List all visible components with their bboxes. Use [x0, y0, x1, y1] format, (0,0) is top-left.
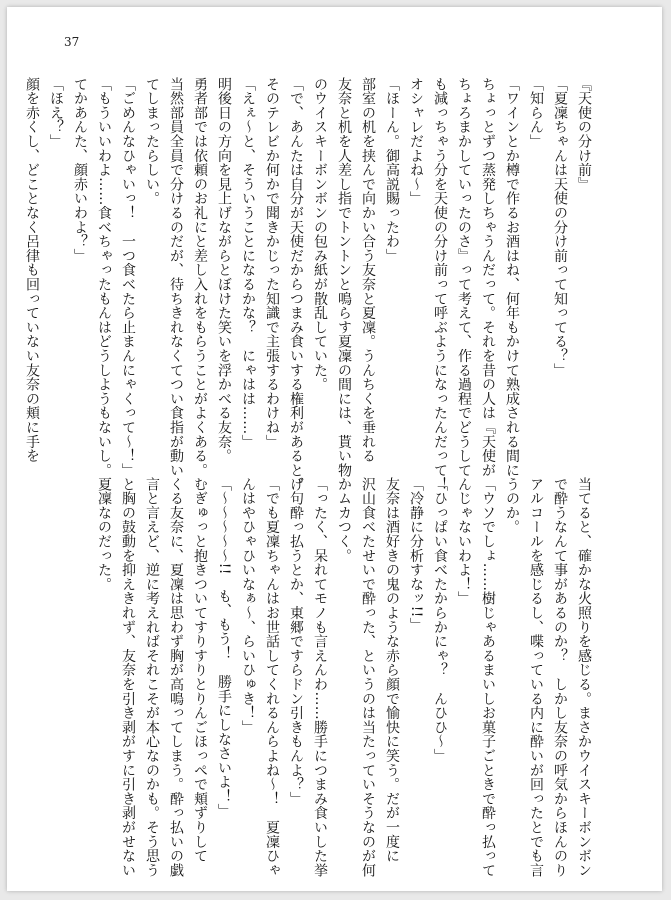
text-line: 友奈は酒好きの鬼のような赤ら顔で愉快に笑う。だが一度に — [384, 477, 400, 864]
text-line: で酔うなんて事があるのか？ しかし友奈の呼気からほんのり — [552, 477, 568, 878]
text-line: 沢山食べたせいで酔った、というのは当たっていそうなのが何 — [360, 477, 376, 878]
text-line: んはやひゃひいなぁ〜、らいひゅき！」 — [240, 477, 256, 735]
text-line: 「もういいわよ……食べちゃったもんはどうしようもないし。 — [96, 77, 112, 478]
text-line: 夏凜なのだった。 — [96, 477, 112, 592]
text-line: ちょっとずつ蒸発しちゃうんだって。それを昔の人は『天使が — [480, 77, 496, 478]
text-line: 「ウソでしょ……樹じゃあるまいしお菓子ごときで酔っ払って — [480, 477, 496, 878]
text-line: も減っちゃう分を天使の分け前って呼ぶようになったんだって！ — [432, 77, 448, 492]
text-line: むぎゅっと抱きついてすりすりとりんごほっぺで頬ずりして — [192, 477, 208, 864]
lower-text-block — [51, 477, 596, 878]
text-line: 「ひっぱい食べたからかにゃ？ んひひ〜」 — [432, 477, 448, 763]
text-line: 勇者部では依頼のお礼にと差し入れをもらうことがよくある。 — [192, 77, 208, 478]
text-line: 『天使の分け前』 — [576, 77, 592, 192]
text-line: くる友奈に、夏凜は思わず胸が高鳴ってしまう。酔っ払いの戯 — [168, 477, 184, 878]
text-line: アルコールを感じるし、喋っている内に酔いが回ったとでも言 — [528, 477, 544, 878]
text-line: 「知らん」 — [528, 77, 544, 149]
text-line: 「ったく、呆れてモノも言えんわ……勝手につまみ食いした挙 — [312, 477, 328, 878]
text-line: かムカつく。 — [336, 477, 352, 563]
text-line: 「ほーん。御高説賜ったわ」 — [384, 77, 400, 263]
text-line: てしまったらしい。 — [144, 77, 160, 206]
text-line: 「〜〜〜〜〜!! も、もう！ 勝手にしなさいよ！」 — [216, 477, 232, 818]
text-line: 「夏凜ちゃんは天使の分け前って知ってる？」 — [552, 77, 568, 378]
upper-text-block — [24, 77, 596, 492]
text-line: のウイスキーボンボンの包み紙が散乱していた。 — [312, 77, 328, 392]
text-line: んじゃないわよ！」 — [456, 477, 472, 606]
text-line: 当てると、確かな火照りを感じる。まさかウイスキーボンボン — [576, 477, 592, 878]
text-line: 当然部員全員で分けるのだが、待ちきれなくてつい食指が動い — [168, 77, 184, 478]
text-line: 「でも夏凜ちゃんはお世話してくれるんらよね〜！ 夏凜ひゃ — [264, 477, 280, 878]
book-page — [7, 7, 662, 891]
text-line: 部室の机を挟んで向かい合う友奈と夏凜。うんちくを垂れる — [360, 77, 376, 464]
text-line: げ句酔っ払うとか、東郷ですらドン引きもんよ？」 — [288, 477, 304, 806]
text-line: オシャレだよね〜」 — [408, 77, 424, 206]
text-line: 「で、あんたは自分が天使だからつまみ食いする権利があると。 — [288, 77, 304, 492]
text-line: てかあんた、顔赤いわよ？」 — [72, 77, 88, 263]
text-line: 「ワインとか樽で作るお酒はね、何年もかけて熟成される間に — [504, 77, 520, 478]
text-line: うのか。 — [504, 477, 520, 535]
text-line: 「ほえ？」 — [48, 77, 64, 149]
text-line: ちょろまかしていったのさ』って考えて、作る過程でどうして — [456, 77, 472, 478]
text-line: そのテレビか何かで聞きかじった知識で主張するわけね」 — [264, 77, 280, 449]
text-line: と胸の鼓動を抑えきれず、友奈を引き剥がすに引き剥がせない — [120, 477, 136, 878]
text-line: 友奈と机を人差し指でトントンと鳴らす夏凜の間には、貰い物 — [336, 77, 352, 478]
text-line: 明後日の方向を見上げながらとぼけた笑いを浮かべる友奈。 — [216, 77, 232, 464]
text-line: 「ごめんなひゃいっ！ 一つ食べたら止まんにゃくって〜！」 — [120, 77, 136, 478]
text-line: 顔を赤くし、どことなく呂律も回っていない友奈の頬に手を — [24, 77, 40, 464]
text-line: 「えぇ〜と、そういうことになるかな？ にゃはは……」 — [240, 77, 256, 449]
page-number: 37 — [64, 35, 80, 49]
text-line: 「冷静に分析すなッ!!」 — [408, 477, 424, 632]
text-line: 言と言えど、逆に考えればそれこそが本心なのかも。そう思う — [144, 477, 160, 878]
